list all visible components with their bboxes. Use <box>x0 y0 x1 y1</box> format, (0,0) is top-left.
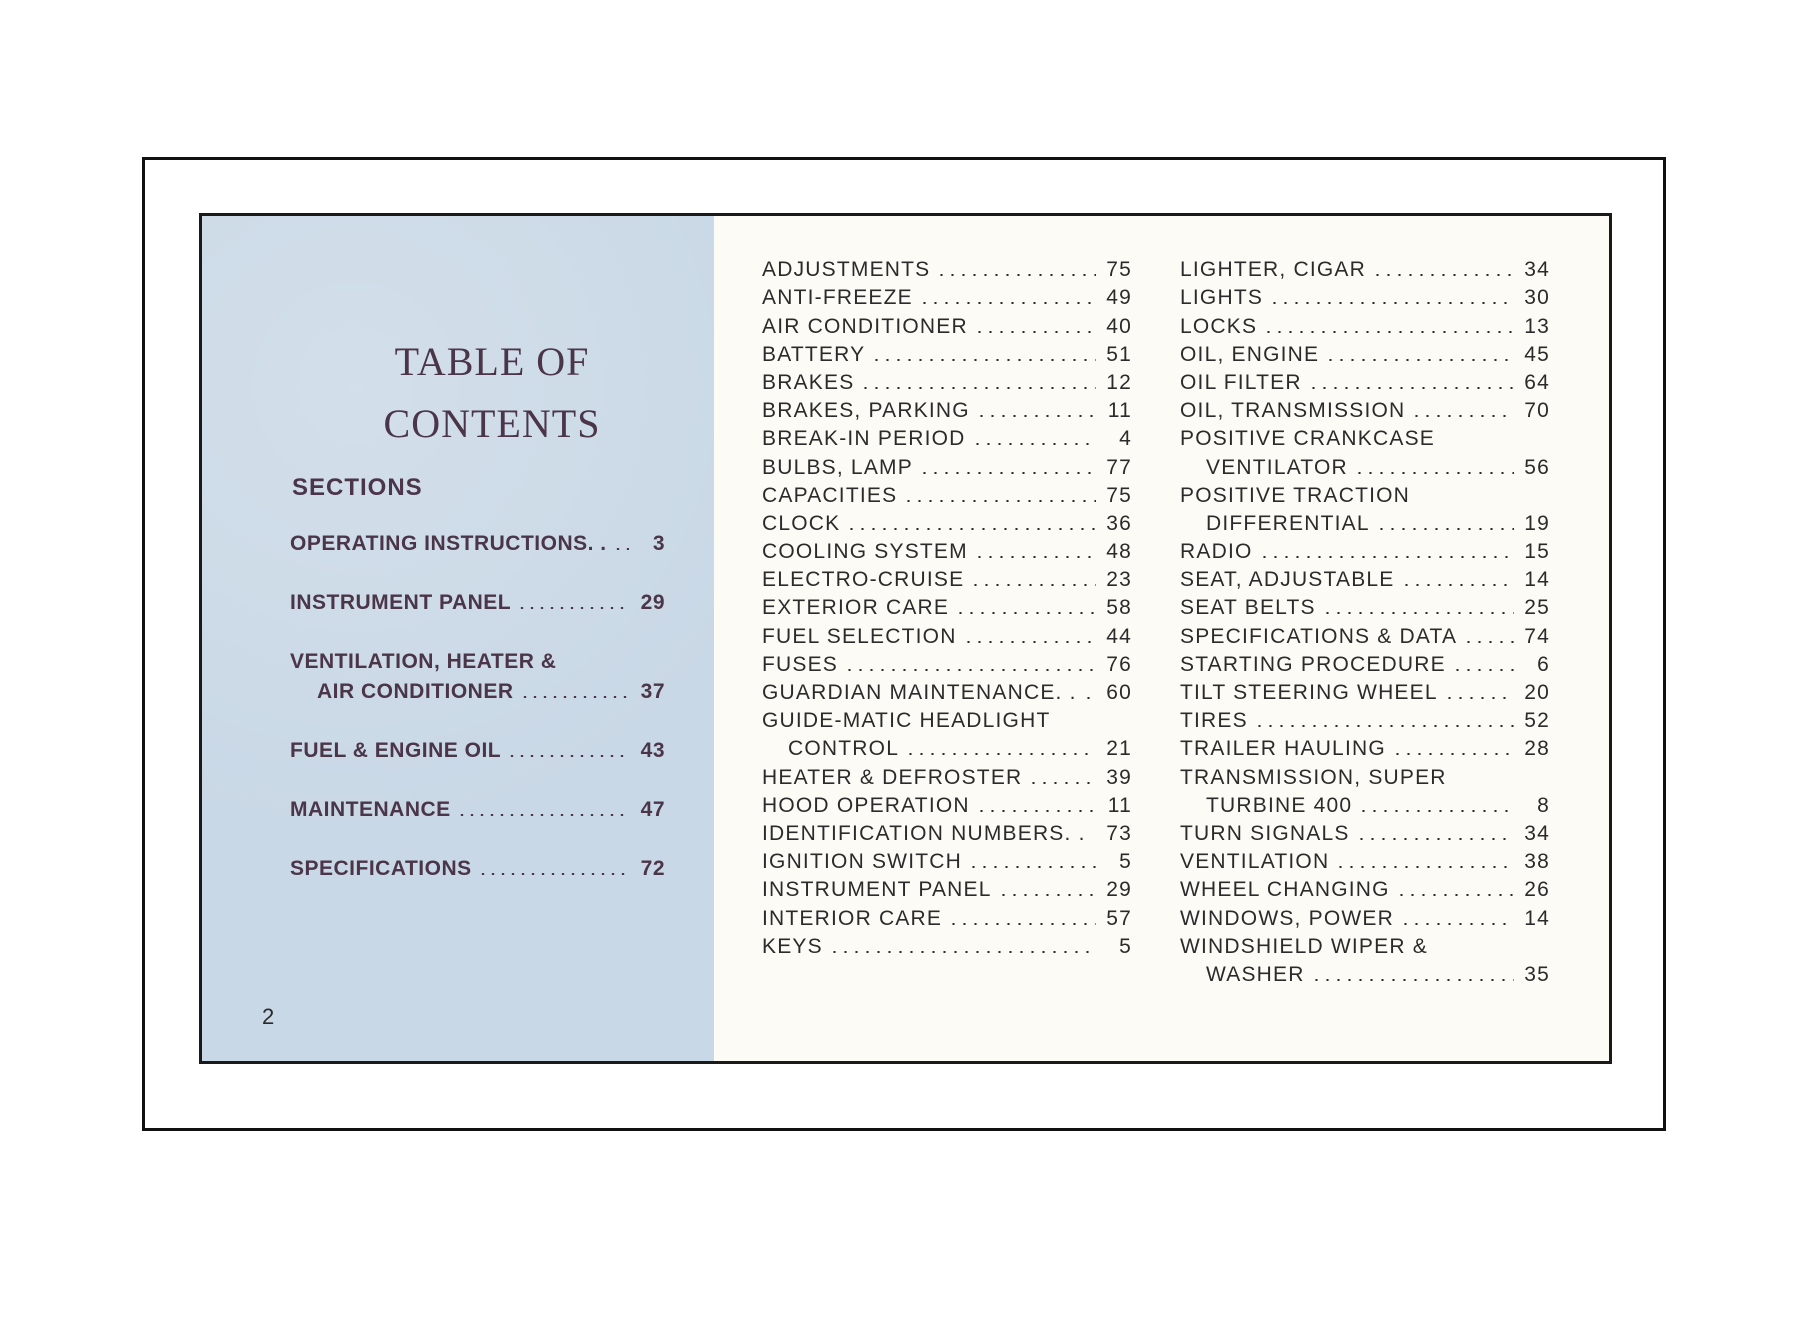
index-entry-label: CLOCK <box>762 511 841 535</box>
index-entry-page: 8 <box>1537 793 1550 817</box>
section-entry-row <box>290 792 665 822</box>
index-entry <box>762 931 1132 959</box>
index-entry <box>1180 282 1550 310</box>
index-entry-label: FUEL SELECTION <box>762 624 957 648</box>
index-entry-row <box>762 902 1132 930</box>
dot-leader <box>1083 697 1096 699</box>
index-entry-row <box>1180 339 1550 367</box>
index-entry-label: CONTROL <box>788 737 900 761</box>
index-entry-label: IGNITION SWITCH <box>762 850 962 874</box>
index-entry <box>1180 592 1550 620</box>
index-entry-row <box>1180 508 1550 536</box>
dot-leader <box>974 556 1096 558</box>
index-entry-label: INSTRUMENT PANEL <box>762 878 992 902</box>
page-title <box>342 331 642 455</box>
dot-leader <box>507 755 629 757</box>
index-entry-page: 38 <box>1524 850 1550 874</box>
index-entry-page: 57 <box>1106 906 1132 930</box>
index-entry <box>1180 620 1550 648</box>
booklet-spread <box>199 213 1612 1064</box>
index-entry-label: EXTERIOR CARE <box>762 596 950 620</box>
index-entry-page: 25 <box>1524 596 1550 620</box>
index-entry-label: ELECTRO-CRUISE <box>762 568 965 592</box>
index-entry-row <box>762 536 1132 564</box>
index-entry-label: ADJUSTMENTS <box>762 258 931 282</box>
index-entry-label: TURN SIGNALS <box>1180 821 1350 845</box>
index-entry-page: 12 <box>1106 370 1132 394</box>
section-entry-label: OPERATING INSTRUCTIONS. . <box>290 532 607 555</box>
index-entry-label: INTERIOR CARE <box>762 906 943 930</box>
index-entry-row <box>1180 705 1550 733</box>
index-entry-row <box>1180 536 1550 564</box>
dot-leader <box>963 641 1096 643</box>
index-entry-label: POSITIVE CRANKCASE <box>1180 427 1435 451</box>
index-entry-label: LOCKS <box>1180 314 1258 338</box>
section-entry-label: SPECIFICATIONS <box>290 857 472 880</box>
index-entry <box>1180 395 1550 423</box>
section-entry-page: 47 <box>640 798 665 821</box>
dot-leader <box>976 415 1096 417</box>
index-entry-row <box>762 761 1132 789</box>
index-entry-row <box>1180 902 1550 930</box>
section-entry-page: 37 <box>640 680 665 703</box>
index-entry-row <box>1180 649 1550 677</box>
index-entry <box>762 254 1132 282</box>
index-entry-row <box>1180 846 1550 874</box>
index-entry-label: CAPACITIES <box>762 483 898 507</box>
index-entry-page: 52 <box>1524 709 1550 733</box>
index-entry <box>1180 564 1550 592</box>
dot-leader <box>974 331 1096 333</box>
index-entry-label: VENTILATOR <box>1206 455 1348 479</box>
dot-leader <box>968 866 1096 868</box>
index-entry <box>762 339 1132 367</box>
index-entry-row <box>762 620 1132 648</box>
dot-leader <box>1452 669 1514 671</box>
index-entry <box>762 874 1132 902</box>
index-entry-label: GUARDIAN MAINTENANCE. . <box>762 681 1077 704</box>
index-entry-row <box>762 423 1132 451</box>
section-entry <box>290 792 665 822</box>
index-entry-row <box>1180 790 1550 818</box>
index-entry-page: 76 <box>1106 652 1132 676</box>
dot-leader <box>1311 979 1514 981</box>
section-entry-page: 43 <box>640 739 665 762</box>
index-entry-row <box>1180 620 1550 648</box>
index-entry <box>762 846 1132 874</box>
index-entry <box>1180 705 1550 733</box>
index-entry-label: BULBS, LAMP <box>762 455 913 479</box>
index-entry-label: VENTILATION <box>1180 850 1330 874</box>
index-entry-label: IDENTIFICATION NUMBERS. . <box>762 821 1086 845</box>
index-entry-row <box>1180 677 1550 705</box>
index-entry-page: 64 <box>1524 370 1550 394</box>
index-entry-row <box>762 451 1132 479</box>
dot-leader <box>1358 810 1514 812</box>
index-entry-row <box>762 846 1132 874</box>
index-entry <box>1180 677 1550 705</box>
index-entry-page: 36 <box>1106 511 1132 535</box>
index-entry <box>1180 423 1550 479</box>
index-entry <box>762 677 1132 705</box>
dot-leader <box>1263 331 1514 333</box>
section-entry-row <box>290 851 665 881</box>
index-entry-row <box>1180 874 1550 902</box>
section-entry <box>290 733 665 763</box>
index-entry <box>1180 367 1550 395</box>
index-entry <box>1180 480 1550 536</box>
dot-leader <box>478 873 629 875</box>
index-entry-page: 11 <box>1107 399 1132 423</box>
section-entry-page: 72 <box>640 857 665 880</box>
index-entry-label: POSITIVE TRACTION <box>1180 483 1411 507</box>
index-entry-page: 73 <box>1106 821 1132 845</box>
index-entry-row <box>1180 367 1550 395</box>
index-entry-row <box>1180 818 1550 846</box>
index-entry <box>762 564 1132 592</box>
index-entry <box>1180 761 1550 817</box>
dot-leader <box>1372 274 1514 276</box>
index-entry-row <box>1180 564 1550 592</box>
index-entry-page: 39 <box>1106 765 1132 789</box>
index-entry-label: BREAK-IN PERIOD <box>762 427 966 451</box>
section-entry <box>290 851 665 881</box>
dot-leader <box>520 696 630 698</box>
index-entry-page: 14 <box>1524 568 1550 592</box>
dot-leader <box>948 923 1096 925</box>
index-entry-label: BRAKES, PARKING <box>762 399 970 423</box>
index-entry-label: WINDSHIELD WIPER & <box>1180 934 1428 958</box>
index-entry <box>762 790 1132 818</box>
dot-leader <box>936 274 1096 276</box>
index-entry-label: SEAT BELTS <box>1180 596 1316 620</box>
index-entry-page: 34 <box>1524 821 1550 845</box>
index-entry-row <box>762 395 1132 423</box>
index-entry-label: ANTI-FREEZE <box>762 286 913 310</box>
index-entry-row <box>762 733 1132 761</box>
dot-leader <box>846 528 1096 530</box>
section-entry-page: 3 <box>652 532 665 555</box>
dot-leader <box>970 584 1096 586</box>
section-entry-label: VENTILATION, HEATER & <box>290 650 557 673</box>
dot-leader <box>1259 556 1514 558</box>
index-entry-page: 45 <box>1524 342 1550 366</box>
index-entry-label: COOLING SYSTEM <box>762 540 968 564</box>
section-entry-row <box>290 526 665 556</box>
index-entry-row <box>762 592 1132 620</box>
index-entry-page: 51 <box>1106 342 1132 366</box>
index-entry-page: 21 <box>1106 737 1132 761</box>
index-entry-row <box>1180 959 1550 987</box>
title-line-2: CONTENTS <box>383 401 601 446</box>
index-entry-label: TIRES <box>1180 709 1248 733</box>
index-entry <box>762 705 1132 761</box>
index-entry <box>762 649 1132 677</box>
index-entry-page: 29 <box>1106 878 1132 902</box>
index-entry <box>762 761 1132 789</box>
index-entry-page: 70 <box>1524 399 1550 423</box>
index-entry <box>1180 931 1550 987</box>
dot-leader <box>1463 641 1514 643</box>
dot-leader <box>1325 359 1514 361</box>
index-entry-label: OIL, ENGINE <box>1180 342 1320 366</box>
index-entry-row <box>762 564 1132 592</box>
dot-leader <box>1354 472 1514 474</box>
index-entry-page: 11 <box>1107 793 1132 817</box>
dot-leader <box>905 753 1096 755</box>
index-entry-label: WASHER <box>1206 962 1305 986</box>
dot-leader <box>1254 725 1514 727</box>
index-entry-label: LIGHTER, CIGAR <box>1180 258 1366 282</box>
index-entry-row <box>1180 592 1550 620</box>
dot-leader <box>972 443 1096 445</box>
index-entry-page: 20 <box>1524 681 1550 704</box>
index-entry <box>1180 818 1550 846</box>
sections-heading: SECTIONS <box>292 474 423 501</box>
section-entry-row <box>290 733 665 763</box>
index-entry-label: WHEEL CHANGING <box>1180 878 1390 902</box>
index-entry <box>1180 536 1550 564</box>
dot-leader <box>1322 612 1514 614</box>
dot-leader <box>1308 387 1514 389</box>
index-entry <box>1180 339 1550 367</box>
index-column-1 <box>762 254 1132 959</box>
index-entry-row <box>762 931 1132 959</box>
index-entry <box>1180 733 1550 761</box>
index-entry <box>762 367 1132 395</box>
section-entry <box>290 526 665 556</box>
index-entry <box>762 480 1132 508</box>
dot-leader <box>1376 528 1514 530</box>
index-entry-label: DIFFERENTIAL <box>1206 511 1370 535</box>
dot-leader <box>919 302 1096 304</box>
index-entry-label: BRAKES <box>762 370 855 394</box>
dot-leader <box>1269 302 1514 304</box>
section-entry-label: INSTRUMENT PANEL <box>290 591 512 614</box>
dot-leader <box>1356 838 1514 840</box>
section-entry-label: AIR CONDITIONER <box>317 680 514 703</box>
index-entry <box>762 536 1132 564</box>
index-entry-row <box>762 339 1132 367</box>
index-entry <box>762 282 1132 310</box>
dot-leader <box>613 548 629 550</box>
index-entry <box>1180 310 1550 338</box>
index-entry <box>1180 874 1550 902</box>
index-entry-label: TILT STEERING WHEEL <box>1180 681 1438 704</box>
index-entry-row <box>762 310 1132 338</box>
index-entry <box>762 508 1132 536</box>
index-entry <box>1180 846 1550 874</box>
index-entry-page: 44 <box>1106 624 1132 648</box>
index-entry-page: 60 <box>1106 681 1132 704</box>
dot-leader <box>903 500 1096 502</box>
index-entry-label: TURBINE 400 <box>1206 793 1353 817</box>
index-entry-page: 26 <box>1524 878 1550 902</box>
section-entry-row <box>290 585 665 615</box>
index-entry <box>1180 649 1550 677</box>
index-entry-row <box>762 649 1132 677</box>
dot-leader <box>871 359 1096 361</box>
index-entry-row <box>762 874 1132 902</box>
index-entry <box>762 395 1132 423</box>
index-entry-page: 5 <box>1119 934 1132 958</box>
index-entry-label: OIL FILTER <box>1180 370 1302 394</box>
index-entry-label: OIL, TRANSMISSION <box>1180 399 1406 423</box>
index-entry-page: 34 <box>1524 258 1550 282</box>
index-entry <box>762 423 1132 451</box>
dot-leader <box>1092 838 1096 840</box>
dot-leader <box>860 387 1096 389</box>
index-entry-row <box>762 677 1132 705</box>
dot-leader <box>1401 584 1515 586</box>
dot-leader <box>1028 782 1096 784</box>
index-entry-label: SEAT, ADJUSTABLE <box>1180 568 1395 592</box>
index-entry-page: 19 <box>1524 511 1550 535</box>
dot-leader <box>1411 415 1514 417</box>
index-entry-label: AIR CONDITIONER <box>762 314 968 338</box>
section-entry-row <box>290 674 665 704</box>
index-entry-row <box>762 254 1132 282</box>
index-entry-page: 23 <box>1106 568 1132 592</box>
index-entry-page: 58 <box>1106 596 1132 620</box>
sections-list <box>290 526 665 910</box>
dot-leader <box>1335 866 1514 868</box>
index-entry-label: TRAILER HAULING <box>1180 737 1386 761</box>
section-entry <box>290 644 665 704</box>
index-entry-row <box>1180 395 1550 423</box>
index-entry-label: STARTING PROCEDURE <box>1180 652 1446 676</box>
index-entry-row <box>1180 282 1550 310</box>
index-entry-label: LIGHTS <box>1180 286 1264 310</box>
index-entry-page: 40 <box>1106 314 1132 338</box>
index-entry-label: TRANSMISSION, SUPER <box>1180 765 1447 789</box>
index-entry-row <box>762 367 1132 395</box>
index-entry-row <box>762 790 1132 818</box>
index-entry-page: 15 <box>1524 540 1550 564</box>
index-entry <box>762 902 1132 930</box>
index-entry-page: 13 <box>1524 314 1550 338</box>
dot-leader <box>919 472 1096 474</box>
index-column-2 <box>1180 254 1550 987</box>
index-entry-label: GUIDE-MATIC HEADLIGHT <box>762 709 1051 733</box>
section-entry-page: 29 <box>640 591 665 614</box>
index-entry <box>1180 902 1550 930</box>
index-entry-page: 14 <box>1524 906 1550 930</box>
index-entry-page: 75 <box>1106 258 1132 282</box>
index-entry-page: 49 <box>1106 286 1132 310</box>
index-entry-label: FUSES <box>762 652 839 676</box>
left-page <box>202 216 714 1061</box>
index-entry-row <box>762 818 1132 846</box>
index-entry-row <box>1180 733 1550 761</box>
section-entry-label: FUEL & ENGINE OIL <box>290 739 502 762</box>
index-entry-page: 77 <box>1106 455 1132 479</box>
index-entry-row <box>1180 451 1550 479</box>
index-entry-label: HEATER & DEFROSTER <box>762 765 1023 789</box>
index-entry-label: RADIO <box>1180 540 1253 564</box>
index-entry <box>762 451 1132 479</box>
index-entry-row <box>1180 310 1550 338</box>
index-entry <box>762 818 1132 846</box>
index-entry-row <box>762 480 1132 508</box>
section-entry <box>290 585 665 615</box>
index-entry <box>762 620 1132 648</box>
index-entry-page: 56 <box>1524 455 1550 479</box>
index-entry <box>1180 254 1550 282</box>
dot-leader <box>976 810 1096 812</box>
page-number: 2 <box>262 1004 275 1029</box>
index-entry-row <box>762 508 1132 536</box>
section-entry-label: MAINTENANCE <box>290 798 451 821</box>
index-entry-page: 4 <box>1119 427 1132 451</box>
index-entry-page: 28 <box>1524 737 1550 761</box>
dot-leader <box>829 951 1096 953</box>
dot-leader <box>1444 697 1514 699</box>
index-entry-label: WINDOWS, POWER <box>1180 906 1394 930</box>
index-entry <box>762 592 1132 620</box>
title-line-1: TABLE OF <box>394 339 590 384</box>
index-entry-label: SPECIFICATIONS & DATA <box>1180 624 1458 648</box>
index-entry-page: 74 <box>1524 624 1550 648</box>
index-entry-row <box>1180 254 1550 282</box>
dot-leader <box>1400 923 1514 925</box>
index-entry-page: 6 <box>1537 652 1550 676</box>
index-entry-label: BATTERY <box>762 342 866 366</box>
index-entry-page: 35 <box>1524 962 1550 986</box>
index-entry-label: HOOD OPERATION <box>762 793 970 817</box>
dot-leader <box>955 612 1096 614</box>
index-entry-page: 30 <box>1524 286 1550 310</box>
dot-leader <box>517 607 629 609</box>
index-entry-label: KEYS <box>762 934 823 958</box>
dot-leader <box>1392 753 1514 755</box>
dot-leader <box>844 669 1096 671</box>
index-entry <box>762 310 1132 338</box>
index-entry-page: 75 <box>1106 483 1132 507</box>
index-entry-page: 5 <box>1119 850 1132 874</box>
index-entry-row <box>762 282 1132 310</box>
dot-leader <box>998 894 1096 896</box>
dot-leader <box>1396 894 1514 896</box>
dot-leader <box>457 814 629 816</box>
index-entry-page: 48 <box>1106 540 1132 564</box>
